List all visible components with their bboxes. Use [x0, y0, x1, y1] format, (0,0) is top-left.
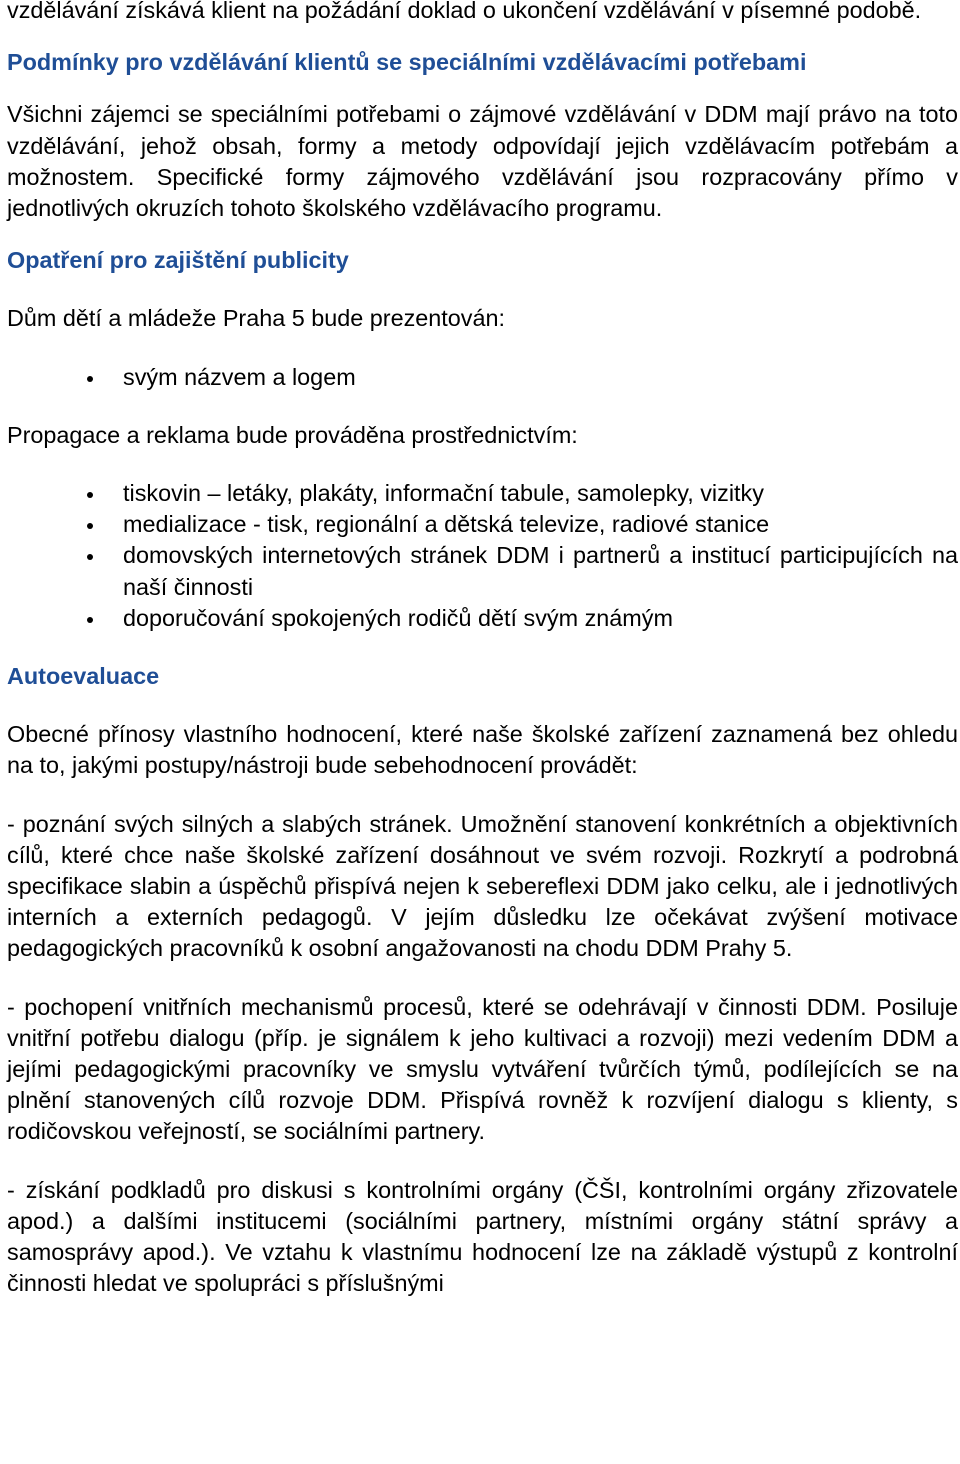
publicity-heading: Opatření pro zajištění publicity	[7, 247, 349, 274]
spacer	[7, 276, 958, 303]
list-item-text: svým názvem a logem	[123, 363, 356, 390]
spacer	[7, 1148, 958, 1175]
spacer	[7, 335, 958, 362]
publicity-intro: Dům dětí a mládeže Praha 5 bude prezentován:	[7, 305, 506, 332]
benefit-paragraph-3: - získání podkladů pro diskusi s kontrolními orgány (ČŠI, kontrolními orgány zřizovatele apod.) a dalšími institucemi (sociálními partnery, místními orgány státní správy a samosprávy apod.). Ve vztahu k vlastnímu hodnocení lze na základě výstupů z kontrolní činnosti hledat ve spolupráci s příslušnými	[7, 1176, 958, 1297]
special-needs-heading: Podmínky pro vzdělávání klientů se speciálními vzdělávacími potřebami	[7, 49, 807, 76]
autoevaluation-heading: Autoevaluace	[7, 663, 160, 690]
presentation-list	[7, 362, 958, 393]
special-needs-paragraph: Všichni zájemci se speciálními potřebami o zájmové vzdělávání v DDM mají právo na toto vzdělávání, jehož obsah, formy a metody odpovídají jejich vzdělávacím potřebám a možnostem. Specifické formy zájmového vzdělávání jsou rozpracovány přímo v jednotlivých okruzích tohoto školského vzdělávacího programu.	[7, 101, 958, 222]
spacer	[7, 634, 958, 661]
spacer	[7, 965, 958, 992]
list-item	[7, 540, 958, 602]
list-item	[7, 478, 958, 509]
bullet-icon	[87, 492, 93, 498]
bullet-icon	[87, 554, 93, 560]
list-item	[7, 603, 958, 634]
benefit-paragraph-1: - poznání svých silných a slabých stránek. Umožnění stanovení konkrétních a objektivních cílů, které chce naše školské zařízení dosáhnout ve svém rozvoji. Rozkrytí a podrobná specifikace slabin a úspěchů přispívá nejen k sebereflexi DDM jako celku, ale i jednotlivých interních a externích pedagogů. V jejím důsledku lze očekávat zvýšení motivace pedagogických pracovníků k osobní angažovanosti na chodu DDM Prahy 5.	[7, 810, 958, 962]
bullet-icon	[87, 617, 93, 623]
spacer	[7, 451, 958, 478]
document-page	[7, 0, 958, 1300]
spacer	[7, 78, 958, 99]
list-item-text: doporučování spokojených rodičů dětí svým známým	[123, 604, 673, 631]
list-item-text: tiskovin – letáky, plakáty, informační tabule, samolepky, vizitky	[123, 480, 764, 507]
spacer	[7, 224, 958, 245]
list-item	[7, 509, 958, 540]
list-item	[7, 362, 958, 393]
bullet-icon	[87, 376, 93, 382]
spacer	[7, 393, 958, 420]
spacer	[7, 26, 958, 47]
spacer	[7, 692, 958, 719]
benefit-paragraph-2: - pochopení vnitřních mechanismů procesů, které se odehrávají v činnosti DDM. Posiluje vnitřní potřebu dialogu (příp. je signálem k jeho kultivaci a rozvoji) mezi vedením DDM a jejími pedagogickými pracovníky ve smyslu vytváření tvůrčích týmů, podílejících se na plnění stanovených cílů rozvoje DDM. Přispívá rovněž k rozvíjení dialogu s klienty, s rodičovskou veřejností, se sociálními partnery.	[7, 993, 958, 1145]
list-item-text: medializace - tisk, regionální a dětská televize, radiové stanice	[123, 511, 770, 538]
list-item-text: domovských internetových stránek DDM i partnerů a institucí participujících na naší činnosti	[123, 542, 958, 600]
spacer	[7, 782, 958, 809]
promo-intro: Propagace a reklama bude prováděna prostřednictvím:	[7, 421, 578, 448]
promo-list	[7, 478, 958, 634]
intro-tail-paragraph: vzdělávání získává klient na požádání doklad o ukončení vzdělávání v písemné podobě.	[7, 0, 922, 23]
bullet-icon	[87, 523, 93, 529]
autoevaluation-intro: Obecné přínosy vlastního hodnocení, které naše školské zařízení zaznamená bez ohledu na to, jakými postupy/nástroji bude sebehodnocení provádět:	[7, 721, 958, 779]
